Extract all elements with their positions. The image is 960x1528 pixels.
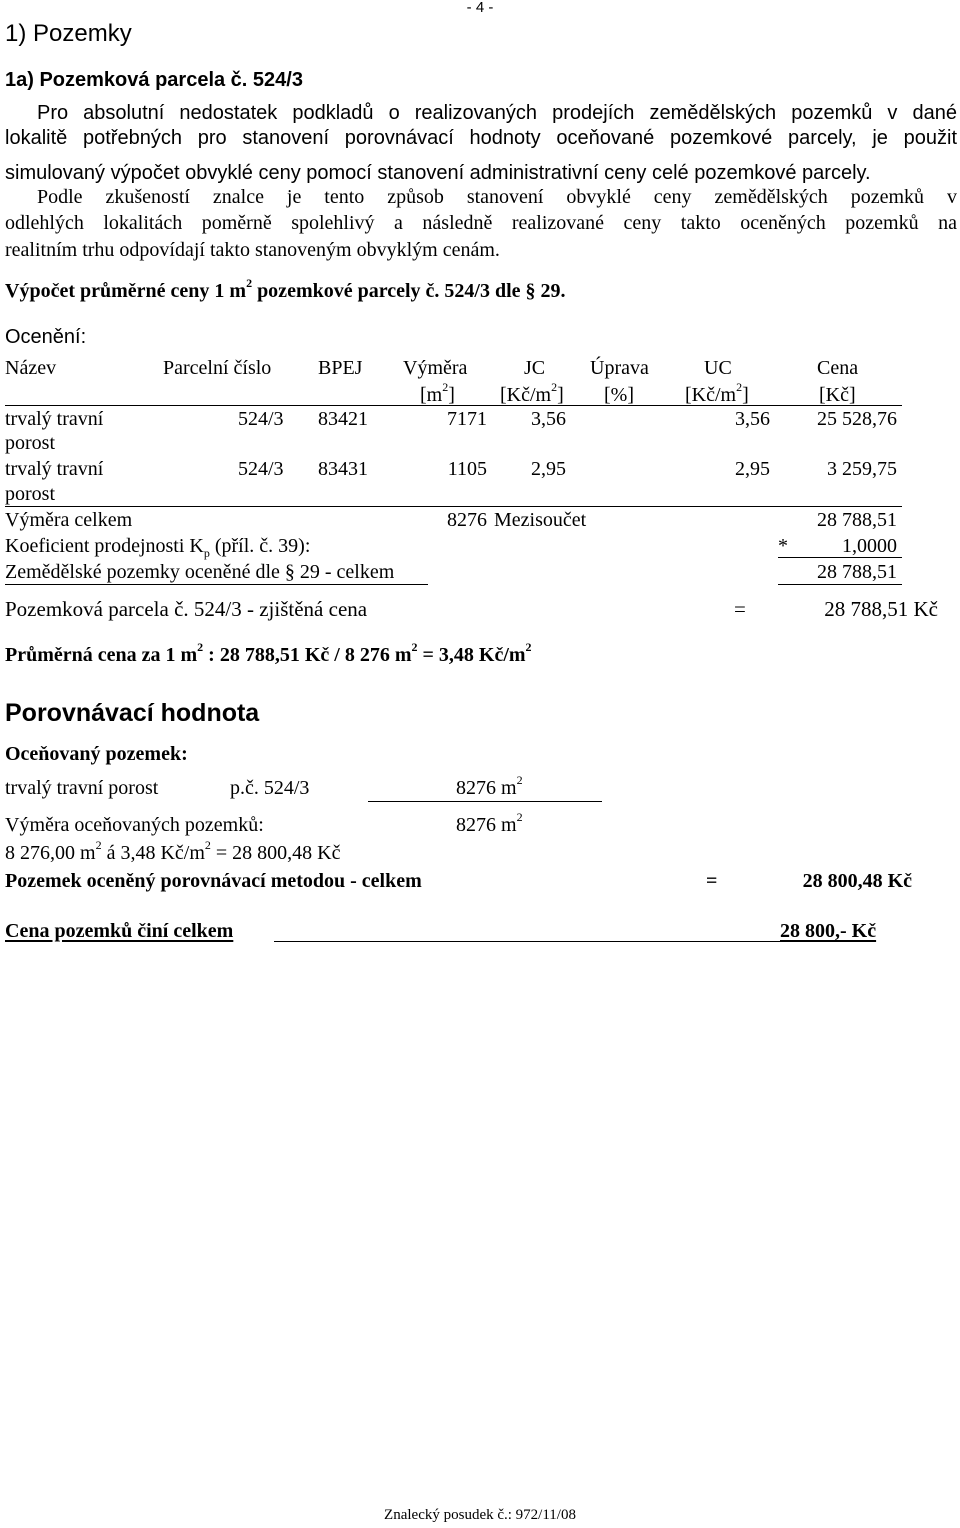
comparative-total-value: 28 800,48 Kč xyxy=(802,870,912,892)
parcel-price-label: Pozemková parcela č. 524/3 - zjištěná cena xyxy=(5,597,368,621)
valued-land-label: Oceňovaný pozemek: xyxy=(5,743,188,765)
col-header-adjustment: Úprava xyxy=(590,357,649,379)
coefficient-rule xyxy=(778,557,902,558)
col-header-parcel: Parcelní číslo xyxy=(163,357,272,379)
calc-heading: Výpočet průměrné ceny 1 $m^2$ pozemkové parcely č. 524/3 dle § 29. xyxy=(5,276,566,302)
row-area: 1105 xyxy=(447,458,487,480)
col-header-uc-unit: $[Kč/m^2]$ xyxy=(685,380,749,406)
row-name-cont: porost xyxy=(5,483,55,505)
final-total-label: Cena pozemků činí celkem xyxy=(5,920,234,942)
row-name-cont: porost xyxy=(5,432,55,454)
row-bpej: 83431 xyxy=(318,458,368,480)
expert-paragraph-line: Podle zkušeností znalce je tento způsob stanovení obvyklé ceny zemědělských pozemků v xyxy=(37,186,957,208)
total-area-label: Výměra celkem xyxy=(5,509,133,531)
average-price-line: Průměrná cena za 1 $m^2$ : 28 788,51 Kč / 8 276 $m^2 = 3,48$ $Kč/m^2$ xyxy=(5,640,532,666)
agricultural-total-value: 28 788,51 xyxy=(817,561,897,583)
intro-paragraph-line: Pro absolutní nedostatek podkladů o realizovaných prodejích zemědělských pozemků v dané xyxy=(37,102,957,124)
col-header-name: Název xyxy=(5,357,57,379)
row-jc: 3,56 xyxy=(531,408,566,430)
row-name: trvalý travní xyxy=(5,408,104,430)
col-header-price: Cena xyxy=(817,357,859,379)
final-total-value: 28 800,- Kč xyxy=(780,920,877,942)
section-title: 1) Pozemky xyxy=(5,20,132,47)
footer: Znalecký posudek č.: 972/11/08 xyxy=(384,1507,576,1523)
area-valued-value: 8276 $m^2$ xyxy=(456,810,523,836)
row-price: 3 259,75 xyxy=(827,458,897,480)
land-area-rule xyxy=(368,801,602,802)
col-header-price-unit: [Kč] xyxy=(819,384,856,406)
parcel-price-value: 28 788,51 Kč xyxy=(824,597,938,621)
expert-paragraph-line: realitním trhu odpovídají takto stanoveným obvyklým cenám. xyxy=(5,239,500,261)
col-header-area-unit: $[m^2]$ xyxy=(420,380,455,406)
agricultural-total-label: Zemědělské pozemky oceněné dle § 29 - celkem xyxy=(5,561,395,583)
comparative-total-label: Pozemek oceněný porovnávací metodou - celkem xyxy=(5,870,422,892)
page-number: - 4 - xyxy=(466,0,494,16)
subtotal-value: 28 788,51 xyxy=(817,509,897,531)
row-uc: 2,95 xyxy=(735,458,770,480)
agricultural-rule-left xyxy=(5,584,428,585)
parcel-price-equals: = xyxy=(734,597,746,621)
col-header-jc-unit: $[Kč/m^2]$ xyxy=(500,380,564,406)
comparative-heading: Porovnávací hodnota xyxy=(5,699,260,727)
area-valued-label: Výměra oceňovaných pozemků: xyxy=(5,814,264,836)
calculation-line: 8 276,00 $m^2$ á 3,48 $Kč/m^2 = 28$ 800,48 Kč xyxy=(5,838,341,864)
total-area: 8276 xyxy=(447,509,487,531)
col-header-adjustment-unit: [%] xyxy=(604,384,634,406)
row-jc: 2,95 xyxy=(531,458,566,480)
intro-paragraph-line: lokalitě potřebných pro stanovení porovnávací hodnoty oceňované pozemkové parcely, je použit xyxy=(5,127,957,149)
row-name: trvalý travní xyxy=(5,458,104,480)
final-total-rule xyxy=(274,941,780,942)
row-price: 25 528,76 xyxy=(817,408,897,430)
land-area: 8276 $m^2$ xyxy=(456,773,523,799)
col-header-bpej: BPEJ xyxy=(318,357,363,379)
row-parcel: 524/3 xyxy=(238,408,284,430)
expert-paragraph-line: odlehlých lokalitách poměrně spolehlivý a následně realizované ceny takto oceněných pozemků na xyxy=(5,212,957,234)
rows-rule xyxy=(5,506,902,507)
land-name: trvalý travní porost xyxy=(5,777,159,799)
comparative-total-equals: = xyxy=(706,870,718,892)
coefficient-operator: * xyxy=(778,535,788,557)
valuation-label: Ocenění: xyxy=(5,326,87,348)
row-parcel: 524/3 xyxy=(238,458,284,480)
subtotal-label: Mezisoučet xyxy=(494,509,587,531)
col-header-uc: UC xyxy=(704,357,732,379)
land-parcel: p.č. 524/3 xyxy=(230,777,310,799)
intro-paragraph-line: simulovaný výpočet obvyklé ceny pomocí stanovení administrativní ceny celé pozemkové parcely. xyxy=(5,162,871,184)
row-uc: 3,56 xyxy=(735,408,770,430)
agricultural-rule-right xyxy=(778,584,902,585)
col-header-jc: JC xyxy=(524,357,546,379)
header-rule xyxy=(5,405,902,406)
coefficient-label: Koeficient prodejnosti $K_p$ (příl. č. 39): xyxy=(5,535,311,560)
subsection-title: 1a) Pozemková parcela č. 524/3 xyxy=(5,69,303,91)
coefficient-value: 1,0000 xyxy=(842,535,897,557)
col-header-area: Výměra xyxy=(403,357,468,379)
row-area: 7171 xyxy=(447,408,487,430)
row-bpej: 83421 xyxy=(318,408,368,430)
